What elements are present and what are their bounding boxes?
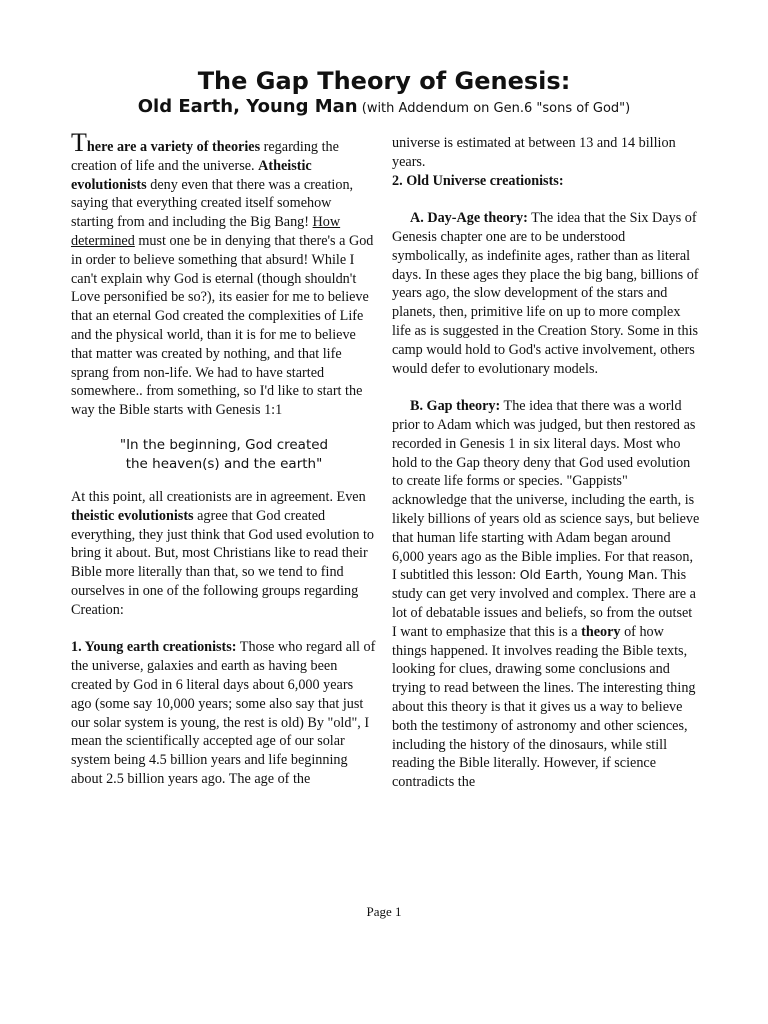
subtitle-main: Old Earth, Young Man	[137, 96, 358, 117]
p2-text-1: At this point, all creationists are in agreement. Even	[71, 488, 366, 505]
intro-paragraph	[71, 128, 377, 420]
right-column	[392, 134, 700, 792]
genesis-quote	[71, 436, 377, 474]
subtitle-addendum: (with Addendum on Gen.6 "sons of God")	[357, 101, 631, 116]
page-number: Page 1	[366, 904, 402, 919]
intro-text-3: must one be in denying that there's a God in order to believe something that absurd! While I can't explain why God is eternal (though shouldn't Love personified be so?), its easier for me to believe that an eternal God created the complexities of Life and the physical world, than it is for me to believe that matter was created by nothing, and that life sprang from non-life. We had to have started somewhere.. from something, so I'd like to start the way the Bible starts with Genesis 1:1	[71, 232, 374, 419]
day-age-paragraph	[392, 209, 700, 378]
gap-theory-paragraph	[392, 397, 700, 792]
quote-line-2: the heaven(s) and the earth"	[125, 455, 323, 472]
intro-bold-1: here are a variety of theories	[86, 139, 261, 155]
young-earth-heading: 1. Young earth creationists:	[71, 639, 237, 656]
gap-text-3: of how things happened. It involves reading the Bible texts, looking for clues, drawing some conclusions and trying to read between the lines. The interesting thing about this theory is that it gives us a way to believe both the testimony of astronomy and other sciences, including the history of the dinosaurs, while still reading the Bible literally. However, if science contradicts the	[392, 623, 696, 791]
p2-text-2: agree that God created everything, they just think that God used evolution to bring it about. But, most Christians like to read their Bible more literally than that, so we tend to find ourselves in one of the following groups regarding Creation:	[71, 507, 375, 618]
young-earth-text: Those who regard all of the universe, galaxies and earth as having been created by God in 6 literal days about 6,000 years ago (some say 10,000 years; some also say that just our solar system is young, the rest is old) By "old", I mean the scientifically accepted age of our solar system being 4.5 billion years and life beginning about 2.5 billion years ago. The age of the	[71, 639, 376, 787]
intro-text-2: deny even that there was a creation, saying that everything created itself somehow starting from and including the Big Bang!	[71, 176, 354, 231]
gap-text-2: . This study can get very involved and complex. There are a lot of debatable issues and beliefs, so from the outset I want to emphasize that this is a	[392, 567, 696, 640]
intro-underlined: How determined	[71, 214, 341, 249]
old-universe-heading-text: 2. Old Universe creationists:	[392, 172, 564, 189]
universe-age-paragraph: universe is estimated at between 13 and 14 billion years.	[392, 135, 676, 170]
gap-text-1: The idea that there was a world prior to Adam which was judged, but then restored as recorded in Genesis 1 in six literal days. Most who hold to the Gap theory deny that God used evolution to create life forms or species. "Gappists" acknowledge that the universe, including the earth, is likely billions of years old as science says, but believe that human life starting with Adam began around 6,000 years ago as the Bible implies. For that reason, I subtitled this lesson:	[392, 398, 700, 584]
day-age-heading: A. Day-Age theory:	[410, 210, 528, 227]
gap-theory-heading: B. Gap theory:	[410, 398, 501, 415]
intro-bold-2: Atheistic evolutionists	[71, 157, 312, 193]
young-earth-paragraph	[71, 638, 377, 788]
left-column	[71, 128, 377, 789]
p2-bold-1: theistic evolutionists	[71, 507, 194, 524]
gap-theory-bold: theory	[581, 623, 621, 640]
drop-cap: T	[71, 128, 87, 157]
page-subtitle	[0, 96, 768, 120]
page-title: The Gap Theory of Genesis:	[197, 67, 571, 95]
creationists-paragraph	[71, 488, 377, 620]
quote-line-1: "In the beginning, God created	[119, 436, 329, 453]
day-age-text: The idea that the Six Days of Genesis chapter one are to be understood symbolically, as indefinite ages, rather than as literal days. In these ages they place the big bang, billions of years ago, the slow development of the stars and planets, then, primitive life on up to more complex life as is suggested in the Creation Story. Some in this camp would hold to God's active involvement, others would defer to evolutionary models.	[392, 210, 699, 377]
gap-subtitle-ref: Old Earth, Young Man	[519, 567, 655, 583]
intro-text-1: regarding the creation of life and the universe.	[71, 139, 339, 174]
old-universe-heading	[392, 172, 700, 191]
